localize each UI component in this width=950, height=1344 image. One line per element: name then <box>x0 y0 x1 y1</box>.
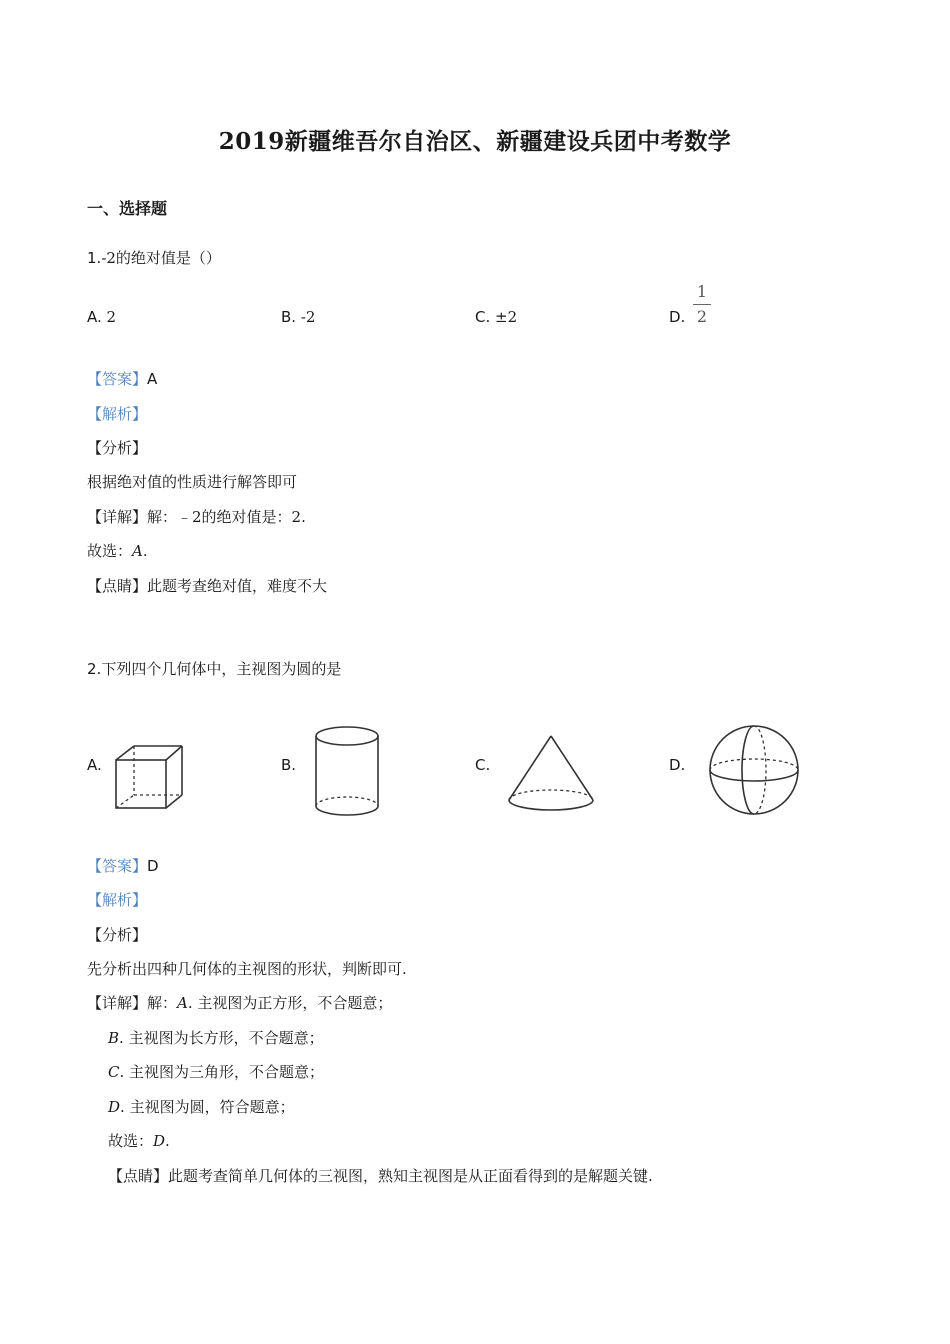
cone-icon <box>505 730 597 816</box>
sphere-icon <box>706 722 802 818</box>
question-1-text: -2的绝对值是（） <box>101 249 221 267</box>
q2-detail-c: C. 主视图为三角形，不合题意； <box>108 1063 325 1081</box>
question-2-text: 下列四个几何体中，主视图为圆的是 <box>101 660 342 678</box>
question-1-stem <box>87 247 221 268</box>
q1-fenxi: 根据绝对值的性质进行解答即可 <box>87 473 298 491</box>
q1-answer: 【答案】A <box>87 370 158 388</box>
q2-answer: 【答案】D <box>87 857 159 875</box>
q2-option-d-label: D. <box>669 756 686 774</box>
q1-option-c: C. ±2 <box>475 308 518 326</box>
q2-option-a-label: A. <box>87 756 102 774</box>
q1-fenxi-tag: 【分析】 <box>87 439 148 457</box>
cube-icon <box>110 740 190 820</box>
fraction-bar <box>693 304 711 305</box>
q1-option-d-fraction <box>693 282 711 327</box>
cylinder-icon <box>310 722 384 822</box>
q2-jiexi-tag: 【解析】 <box>87 891 148 909</box>
fraction-numerator: 1 <box>696 282 708 301</box>
q2-option-b-label: B. <box>281 756 297 774</box>
section-heading: 一、选择题 <box>87 199 168 218</box>
q2-option-c-label: C. <box>475 756 491 774</box>
question-1-number: 1. <box>87 249 102 267</box>
q2-detail-d: D. 主视图为圆，符合题意； <box>108 1098 295 1116</box>
q2-guxuan: 故选：D. <box>108 1132 170 1150</box>
q1-guxuan: 故选：A. <box>87 542 148 560</box>
q1-dianjing: 【点睛】此题考查绝对值，难度不大 <box>87 577 328 595</box>
q2-fenxi: 先分析出四种几何体的主视图的形状，判断即可. <box>87 960 407 978</box>
q2-detail-b: B. 主视图为长方形，不合题意； <box>108 1029 324 1047</box>
q1-option-b: B. -2 <box>281 308 316 326</box>
question-2-stem <box>87 658 341 679</box>
question-2-number: 2. <box>87 660 102 678</box>
page-title: 2019新疆维吾尔自治区、新疆建设兵团中考数学 <box>218 128 732 155</box>
q1-xiangjie: 【详解】解：﹣2的绝对值是：2. <box>87 508 306 526</box>
q1-option-a: A. 2 <box>87 308 117 326</box>
q1-jiexi-tag: 【解析】 <box>87 405 148 423</box>
q1-option-d: D. <box>669 308 686 326</box>
q2-xiangjie: 【详解】解：A. 主视图为正方形，不合题意； <box>87 994 393 1012</box>
q2-dianjing: 【点睛】此题考查简单几何体的三视图，熟知主视图是从正面看得到的是解题关键. <box>108 1167 653 1185</box>
q2-fenxi-tag: 【分析】 <box>87 926 148 944</box>
fraction-denominator: 2 <box>696 307 708 326</box>
